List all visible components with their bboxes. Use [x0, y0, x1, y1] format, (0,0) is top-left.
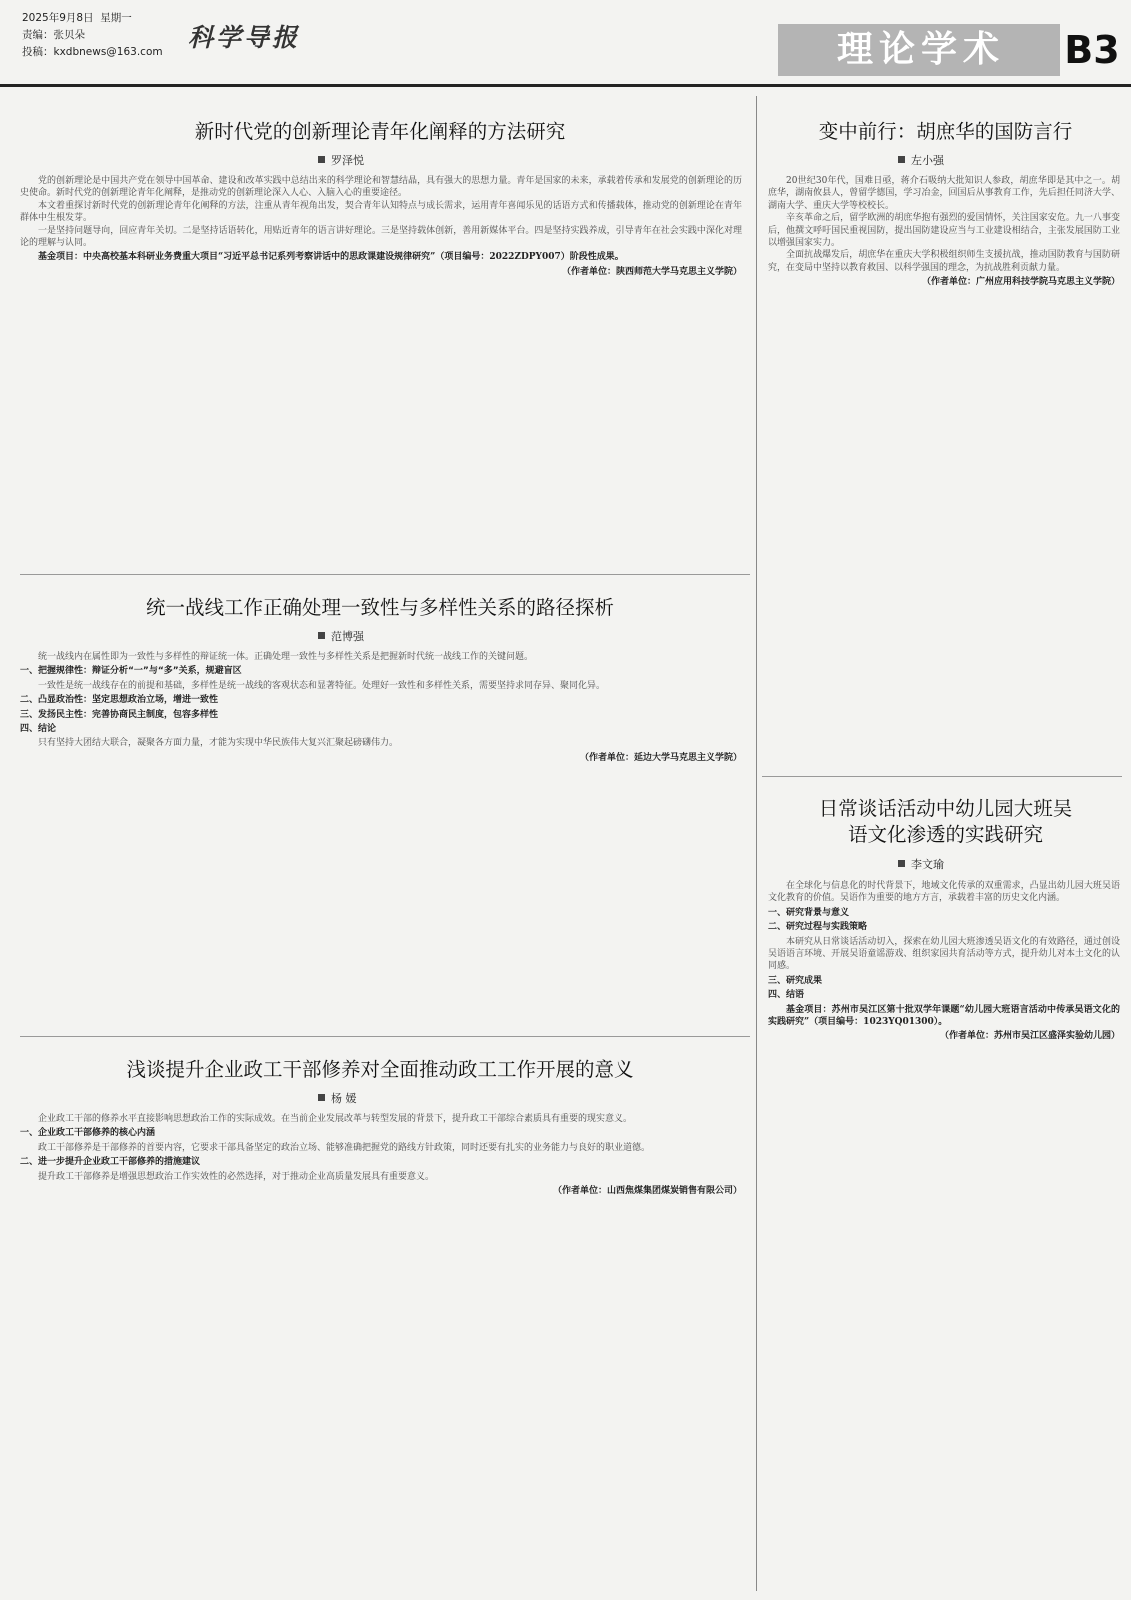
article-5-author: 李文瑜	[911, 858, 944, 871]
article-4-title: 浅谈提升企业政工干部修养对全面推动政工工作开展的意义	[126, 1058, 634, 1081]
issue-weekday: 星期一	[100, 12, 132, 24]
byline-marker	[898, 860, 905, 867]
article-5-paragraph: 在全球化与信息化的时代背景下，地域文化传承的双重需求，凸显出幼儿园大班吴语文化教育的价值。吴语作为重要的地方方言，承载着丰富的历史文化内涵。	[768, 881, 1120, 904]
article-1-paragraph: 本文着重探讨新时代党的创新理论青年化阐释的方法，注重从青年视角出发，契合青年认知特点与成长需求，运用青年喜闻乐见的话语方式和传播载体，推动党的创新理论在青年群体中生根发芽。	[20, 200, 742, 224]
byline-marker	[318, 1094, 325, 1101]
column-divider	[756, 96, 757, 1591]
byline-marker	[318, 156, 325, 163]
article-3-divider	[20, 1036, 750, 1037]
article-4-section-heading: 二、进一步提升企业政工干部修养的措施建议	[20, 1157, 201, 1168]
article-4-body	[20, 1113, 742, 1593]
section-title: 理论学术	[836, 29, 1005, 70]
article-2-body	[768, 175, 1120, 773]
article-1-body	[20, 175, 742, 568]
article-3-author: 范博强	[331, 630, 364, 643]
article-5-section-heading: 一、研究背景与意义	[768, 907, 850, 918]
article-1-paragraph: 一是坚持问题导向，回应青年关切。二是坚持话语转化，用贴近青年的语言讲好理论。三是坚持载体创新，善用新媒体平台。四是坚持实践养成，引导青年在社会实践中深化对理论的理解与认同。	[20, 225, 742, 249]
article-5-affiliation: （作者单位：苏州市吴江区盛泽实验幼儿园）	[939, 1031, 1120, 1042]
article-4-byline	[318, 1090, 357, 1106]
article-2-byline	[898, 152, 944, 168]
article-5-title-text: 日常谈话活动中幼儿园大班吴语文化渗透的实践研究	[818, 797, 1073, 846]
article-4-paragraph: 提升政工干部修养是增强思想政治工作实效性的必然选择，对于推动企业高质量发展具有重要意义。	[38, 1171, 435, 1182]
article-1-byline	[318, 152, 364, 168]
article-3-paragraph: 一致性是统一战线存在的前提和基础，多样性是统一战线的客观状态和显著特征。处理好一致性和多样性关系，需要坚持求同存异、聚同化异。	[38, 680, 606, 691]
article-2-divider	[762, 776, 1122, 777]
submission-email: 投稿：kxdbnews@163.com	[22, 46, 163, 58]
article-3-paragraph: 只有坚持大团结大联合，凝聚各方面力量，才能为实现中华民族伟大复兴汇聚起磅礴伟力。	[38, 738, 399, 749]
article-5-paragraph: 本研究从日常谈话活动切入，探索在幼儿园大班渗透吴语文化的有效路径，通过创设吴语语言环境、开展吴语童谣游戏、组织家园共育活动等方式，提升幼儿对本土文化的认同感。	[768, 936, 1120, 972]
byline-marker	[898, 156, 905, 163]
article-4-paragraph: 企业政工干部的修养水平直接影响思想政治工作的实际成效。在当前企业发展改革与转型发展的背景下，提升政工干部综合素质具有重要的现实意义。	[38, 1114, 633, 1124]
article-2-author: 左小强	[911, 154, 944, 167]
article-5-section-heading: 四、结语	[768, 990, 805, 1001]
issue-date: 2025年9月8日	[22, 12, 94, 24]
article-3-section-heading: 四、结论	[20, 724, 57, 735]
article-3-paragraph: 统一战线内在属性即为一致性与多样性的辩证统一体。正确处理一致性与多样性关系是把握新时代统一战线工作的关键问题。	[38, 652, 534, 662]
article-3-title: 统一战线工作正确处理一致性与多样性关系的路径探析	[145, 596, 614, 619]
article-1-paragraph: 党的创新理论是中国共产党在领导中国革命、建设和改革实践中总结出来的科学理论和智慧结晶，具有强大的思想力量。青年是国家的未来，承载着传承和发展党的创新理论的历史使命。新时代党的创新理论青年化阐释，是推动党的创新理论深入人心、入脑入心的重要途径。	[20, 176, 742, 199]
article-2-paragraph: 全面抗战爆发后，胡庶华在重庆大学积极组织师生支援抗战，推动国防教育与国防研究，在变局中坚持以教育救国、以科学强国的理念，为抗战胜利贡献力量。	[768, 250, 1120, 273]
article-3-section-heading: 二、凸显政治性：坚定思想政治立场，增进一致性	[20, 695, 219, 706]
issue-date-row	[22, 10, 163, 27]
article-5-section-heading: 二、研究过程与实践策略	[768, 922, 868, 933]
article-5-section-heading: 三、研究成果	[768, 975, 823, 986]
masthead-rule	[0, 84, 1131, 87]
editor-credit: 责编：张贝朵	[22, 29, 85, 41]
article-5-body	[768, 880, 1120, 1592]
article-5-fund: 基金项目：苏州市吴江区第十批双学年课题“幼儿园大班语言活动中传承吴语文化的实践研究”（项目编号：1023YQ01300）。	[768, 1004, 1120, 1028]
article-3-affiliation: （作者单位：延边大学马克思主义学院）	[579, 752, 742, 763]
newspaper-logo: 科学导报	[188, 23, 301, 52]
article-3-body	[20, 651, 742, 1031]
article-3-section-heading: 三、发扬民主性：完善协商民主制度，包容多样性	[20, 709, 219, 720]
article-1-divider	[20, 574, 750, 575]
article-5-byline	[898, 856, 944, 872]
article-4-author: 杨 媛	[331, 1092, 357, 1105]
article-2-paragraph: 辛亥革命之后，留学欧洲的胡庶华抱有强烈的爱国情怀，关注国家安危。九一八事变后，他撰文呼吁国民重视国防，提出国防建设应当与工业建设相结合，主张发展国防工业以增强国家实力。	[768, 213, 1120, 249]
article-3-section-heading: 一、把握规律性：辩证分析“一”与“多”关系，规避盲区	[20, 666, 242, 677]
article-2-paragraph: 20世纪30年代，国难日亟，蒋介石吸纳大批知识人参政，胡庶华即是其中之一。胡庶华，湖南攸县人，曾留学德国，学习冶金，回国后从事教育工作，先后担任同济大学、湖南大学、重庆大学等校校长。	[768, 176, 1120, 211]
article-1-title: 新时代党的创新理论青年化阐释的方法研究	[194, 120, 566, 143]
article-2-title: 变中前行：胡庶华的国防言行	[818, 120, 1073, 143]
article-2-affiliation: （作者单位：广州应用科技学院马克思主义学院）	[921, 277, 1120, 288]
page-number: B3	[1064, 28, 1120, 72]
byline-marker	[318, 632, 325, 639]
article-4-section-heading: 一、企业政工干部修养的核心内涵	[20, 1128, 156, 1139]
article-4-paragraph: 政工干部修养是干部修养的首要内容，它要求干部具备坚定的政治立场、能够准确把握党的路线方针政策，同时还要有扎实的业务能力与良好的职业道德。	[38, 1142, 651, 1153]
article-3-byline	[318, 628, 364, 644]
article-5-title	[768, 796, 1123, 848]
masthead-meta	[22, 10, 163, 61]
article-4-affiliation: （作者单位：山西焦煤集团煤炭销售有限公司）	[552, 1186, 742, 1197]
article-1-author: 罗泽悦	[331, 154, 364, 167]
article-1-affiliation: （作者单位：陕西师范大学马克思主义学院）	[561, 266, 742, 277]
article-1-fund: 基金项目：中央高校基本科研业务费重大项目“习近平总书记系列考察讲话中的思政课建设规律研究”（项目编号：2022ZDPY007）阶段性成果。	[38, 252, 624, 263]
